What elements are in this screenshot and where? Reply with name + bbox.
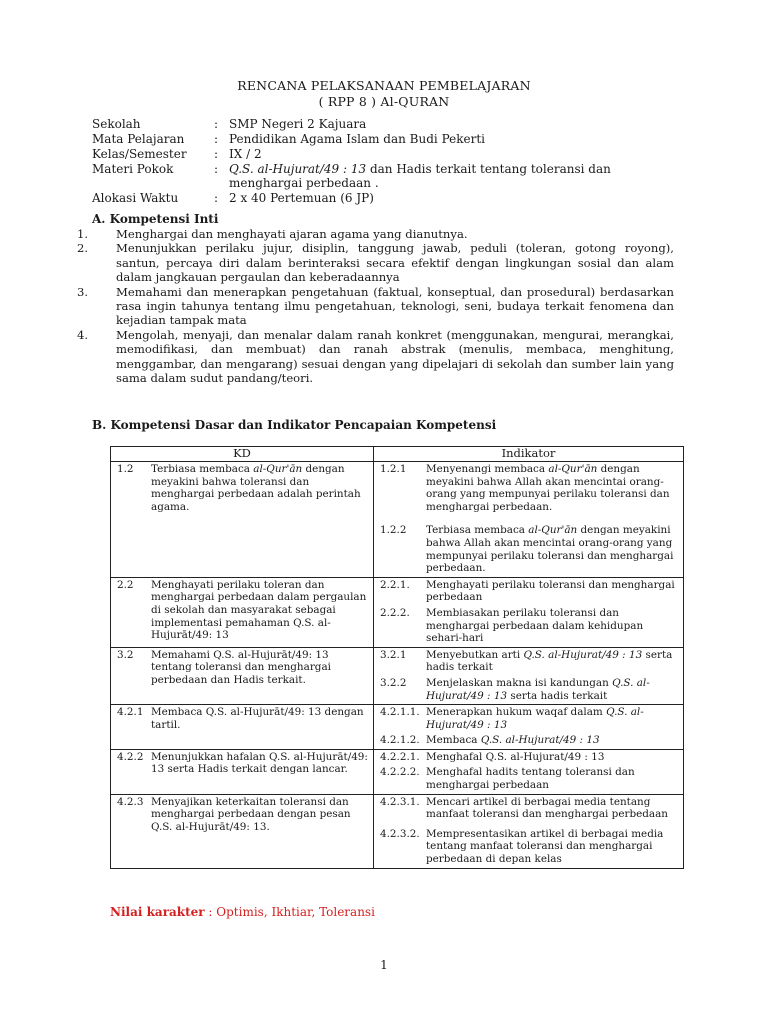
indikator-cell	[374, 794, 684, 868]
indikator-text-italic: al-Qur'ān	[528, 524, 578, 537]
identity-colon: :	[214, 162, 219, 176]
identity-label: Sekolah	[92, 117, 141, 131]
identity-sekolah	[92, 117, 652, 133]
indikator-number: 4.2.2.2.	[380, 766, 420, 779]
indikator-entry	[374, 578, 683, 606]
indikator-entry	[374, 733, 683, 749]
indikator-text-rest: dengan meyakini bahwa Allah akan mencintai orang-orang yang mempunyai perilaku toleransi dan menghargai perbedaan.	[426, 524, 674, 575]
list-text: Memahami dan menerapkan pengetahuan (faktual, konseptual, dan prosedural) berdasarkan rasa ingin tahunya tentang ilmu pengetahuan, teknologi, seni, budaya terkait fenomena dan kejadian tampak mata	[116, 284, 674, 328]
nilai-karakter-value: Optimis, Ikhtiar, Toleransi	[216, 905, 375, 919]
document-subtitle: ( RPP 8 ) Al-QURAN	[318, 94, 450, 109]
identity-colon: :	[214, 147, 219, 161]
page-number: 1	[380, 958, 388, 972]
list-text: Mengolah, menyaji, dan menalar dalam ranah konkret (menggunakan, mengurai, merangkai, memodifikasi, dan membuat) dan ranah abstrak (menulis, membaca, menghitung, menggambar, dan mengarang) sesuai dengan yang dipelajari di sekolah dan sumber lain yang sama dalam sudut pandang/teori.	[116, 327, 674, 386]
list-number: 2.	[76, 241, 88, 256]
indikator-text: Terbiasa membaca	[426, 524, 529, 537]
indikator-text: Menghayati perilaku toleransi dan menghargai perbedaan	[426, 578, 675, 604]
identity-materi-line2	[92, 176, 652, 192]
identity-label: Materi Pokok	[92, 162, 174, 176]
indikator-text: Membaca	[426, 734, 481, 747]
indikator-text: Mempresentasikan artikel di berbagai media tentang manfaat toleransi dan menghargai perbedaan di depan kelas	[426, 827, 664, 866]
list-item	[76, 284, 674, 328]
kd-text: Memahami Q.S. al-Hujurāt/49: 13 tentang toleransi dan menghargai perbedaan dan Hadis terkait.	[151, 648, 331, 686]
indikator-text: Menjelaskan makna isi kandungan	[426, 676, 613, 689]
identity-value	[229, 162, 611, 176]
indikator-cell	[374, 577, 684, 647]
kd-entry	[111, 795, 373, 836]
indikator-number: 3.2.1	[380, 648, 407, 661]
indikator-entry	[374, 523, 683, 576]
kd-entry	[111, 750, 373, 778]
kd-number: 1.2	[117, 463, 134, 475]
indikator-text: Menyenangi membaca	[426, 463, 549, 475]
list-text: Menghargai dan menghayati ajaran agama yang dianutnya.	[116, 227, 468, 241]
identity-alokasi	[92, 191, 652, 207]
indikator-cell	[374, 705, 684, 750]
kd-text: Menunjukkan hafalan Q.S. al-Hujurāt/49: 13 serta Hadis terkait dengan lancar.	[151, 750, 368, 776]
identity-value: 2 x 40 Pertemuan (6 JP)	[229, 191, 374, 205]
indikator-cell	[374, 647, 684, 704]
list-text: Menunjukkan perilaku jujur, disiplin, tanggung jawab, peduli (toleran, gotong royong), santun, percaya diri dalam berinteraksi secara efektif dengan lingkungan sosial dan alam dalam jangkauan pergaulan dan keberadaannya	[116, 241, 674, 285]
kd-number: 4.2.1	[117, 706, 144, 719]
nilai-karakter-label: Nilai karakter	[110, 905, 205, 919]
indikator-text-rest: dengan meyakini bahwa Allah akan mencintai orang-orang yang mempunyai perilaku toleransi dan menghargai perbedaan.	[426, 463, 670, 513]
indikator-text-italic: Q.S. al-Hujurat/49 : 13	[426, 676, 650, 702]
indikator-text-italic: Q.S. al-Hujurat/49 : 13	[480, 734, 600, 747]
nilai-karakter	[110, 905, 375, 919]
nilai-separator: :	[204, 905, 217, 919]
kd-number: 4.2.3	[117, 795, 144, 808]
kompetensi-inti-list	[76, 227, 674, 386]
list-item	[76, 327, 674, 386]
kd-cell	[111, 462, 374, 578]
indikator-cell	[374, 462, 684, 578]
indikator-text-rest: serta hadis terkait	[507, 689, 608, 702]
indikator-entry	[374, 648, 683, 676]
indikator-entry	[374, 676, 683, 704]
section-a-heading: A. Kompetensi Inti	[92, 212, 219, 226]
indikator-text: Menghafal Q.S. al-Hujurat/49 : 13	[426, 750, 605, 763]
column-header-kd: KD	[111, 447, 374, 462]
list-number: 1.	[76, 227, 88, 241]
section-b-heading: B. Kompetensi Dasar dan Indikator Pencapaian Kompetensi	[92, 418, 497, 432]
kd-number: 4.2.2	[117, 750, 144, 763]
indikator-text-italic: Q.S. al-Hujurat/49 : 13	[523, 648, 643, 661]
indikator-text-italic: Q.S. al-Hujurat/49 : 13	[426, 706, 644, 731]
indikator-number: 4.2.3.2.	[380, 827, 420, 840]
kd-text: Menghayati perilaku toleran dan menghargai perbedaan dalam pergaulan di sekolah dan masyarakat sebagai implementasi pemahaman Q.S. al-Hujurāt/49: 13	[151, 578, 367, 642]
indikator-number: 4.2.1.1.	[380, 706, 420, 719]
identity-colon: :	[214, 191, 219, 205]
kd-cell	[111, 705, 374, 750]
list-item	[76, 227, 674, 241]
identity-colon: :	[214, 117, 219, 131]
indikator-entry	[374, 750, 683, 766]
kd-text: Menyajikan keterkaitan toleransi dan menghargai perbedaan dengan pesan Q.S. al-Hujurāt/49: 13.	[151, 795, 351, 833]
identity-value: Pendidikan Agama Islam dan Budi Pekerti	[229, 132, 485, 146]
identity-colon: :	[214, 132, 219, 146]
kd-text-rest: dengan meyakini bahwa toleransi dan menghargai perbedaan adalah perintah agama.	[151, 463, 361, 513]
identity-mapel	[92, 132, 652, 148]
indikator-number: 4.2.2.1.	[380, 750, 420, 763]
indikator-number: 4.2.1.2.	[380, 734, 420, 747]
kd-text-italic: al-Qur'ān	[253, 463, 303, 475]
indikator-number: 2.2.1.	[380, 578, 410, 591]
document-title: RENCANA PELAKSANAAN PEMBELAJARAN	[237, 78, 531, 93]
kd-text: Membaca Q.S. al-Hujurāt/49: 13 dengan tartil.	[151, 706, 364, 731]
table-header-row	[111, 447, 684, 462]
kd-text: Terbiasa membaca	[151, 463, 254, 475]
indikator-entry	[374, 462, 683, 515]
identity-value: menghargai perbedaan .	[229, 176, 379, 190]
kd-entry	[111, 648, 373, 689]
kd-cell	[111, 577, 374, 647]
indikator-number: 3.2.2	[380, 676, 407, 689]
indikator-text: Menyebutkan arti	[426, 648, 524, 661]
indikator-text-rest: serta hadis terkait	[426, 648, 673, 674]
indikator-number: 1.2.2	[380, 524, 407, 537]
identity-label: Mata Pelajaran	[92, 132, 185, 146]
indikator-text: Menghafal hadits tentang toleransi dan menghargai perbedaan	[426, 766, 635, 792]
list-number: 3.	[76, 284, 88, 299]
indikator-text: Membiasakan perilaku toleransi dan menghargai perbedaan dalam kehidupan sehari-hari	[426, 606, 644, 645]
indikator-entry	[374, 705, 683, 733]
column-header-indikator: Indikator	[374, 447, 684, 462]
identity-value: IX / 2	[229, 147, 262, 161]
identity-label: Alokasi Waktu	[92, 191, 179, 205]
kd-number: 3.2	[117, 648, 134, 661]
indikator-text-italic: al-Qur'ān	[548, 463, 598, 475]
kd-indikator-table	[110, 446, 684, 869]
indikator-entry	[374, 795, 683, 823]
identity-kelas	[92, 147, 652, 163]
table-row	[111, 749, 684, 794]
indikator-number: 2.2.2.	[380, 606, 410, 619]
identity-value: SMP Negeri 2 Kajuara	[229, 117, 367, 131]
kd-number: 2.2	[117, 578, 134, 591]
identity-value-rest: dan Hadis terkait tentang toleransi dan	[366, 162, 611, 176]
kd-cell	[111, 749, 374, 794]
table-row	[111, 462, 684, 578]
list-number: 4.	[76, 327, 88, 342]
indikator-entry	[374, 606, 683, 647]
kd-entry	[111, 705, 373, 733]
indikator-text: Mencari artikel di berbagai media tentang manfaat toleransi dan menghargai perbedaan	[426, 795, 668, 821]
kd-entry	[111, 578, 373, 644]
table-row	[111, 794, 684, 868]
kd-entry	[111, 462, 373, 515]
kd-cell	[111, 647, 374, 704]
table-row	[111, 705, 684, 750]
kd-cell	[111, 794, 374, 868]
indikator-number: 1.2.1	[380, 463, 407, 475]
indikator-entry	[374, 827, 683, 868]
indikator-cell	[374, 749, 684, 794]
table-row	[111, 577, 684, 647]
indikator-entry	[374, 765, 683, 793]
identity-label: Kelas/Semester	[92, 147, 187, 161]
indikator-text: Menerapkan hukum waqaf dalam	[426, 706, 607, 719]
surah-reference: Q.S. al-Hujurat/49 : 13	[229, 162, 367, 176]
indikator-number: 4.2.3.1.	[380, 795, 420, 808]
list-item	[76, 241, 674, 285]
table-row	[111, 647, 684, 704]
